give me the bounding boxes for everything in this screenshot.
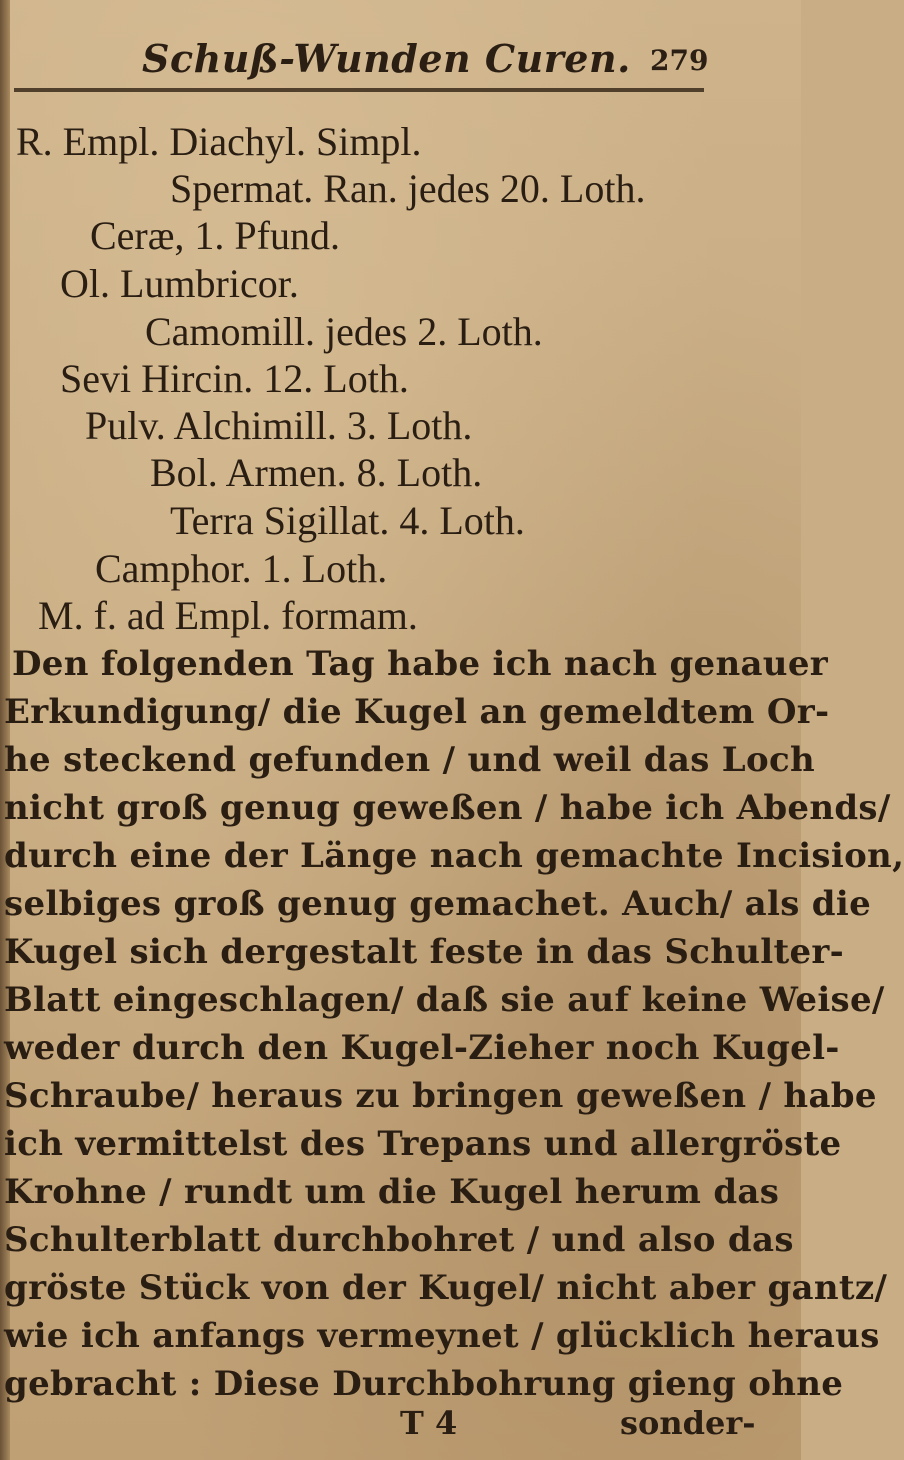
body-line: selbiges groß genug gemachet. Auch/ als die xyxy=(4,884,872,924)
body-line: gebracht : Diese Durchbohrung gieng ohne xyxy=(4,1364,844,1404)
recipe-line: Pulv. Alchimill. 3. Loth. xyxy=(85,403,473,448)
body-line: Erkundigung/ die Kugel an gemeldtem Or- xyxy=(4,692,830,732)
recipe-line: R. Empl. Diachyl. Simpl. xyxy=(16,119,422,164)
body-line: Schulterblatt durchbohret / und also das xyxy=(4,1220,794,1260)
body-line: gröste Stück von der Kugel/ nicht aber gantz/ xyxy=(4,1268,888,1308)
body-line: ich vermittelst des Trepans und allergröste xyxy=(4,1124,842,1164)
recipe-line: M. f. ad Empl. formam. xyxy=(38,593,418,638)
body-line: Kugel sich dergestalt feste in das Schulter- xyxy=(4,932,845,972)
body-line: nicht groß genug geweßen / habe ich Abends/ xyxy=(4,788,891,828)
recipe-line: Spermat. Ran. jedes 20. Loth. xyxy=(170,166,646,211)
body-line: durch eine der Länge nach gemachte Incision, xyxy=(4,836,904,876)
header-rule xyxy=(14,88,704,92)
recipe-line: Sevi Hircin. 12. Loth. xyxy=(60,356,409,401)
body-line: Den folgenden Tag habe ich nach genauer xyxy=(12,644,828,684)
page-number: 279 xyxy=(650,44,709,77)
body-line: he steckend gefunden / und weil das Loch xyxy=(4,740,815,780)
recipe-line: Terra Sigillat. 4. Loth. xyxy=(170,498,525,543)
running-title: Schuß-Wunden Curen. xyxy=(142,36,631,81)
recipe-line: Camphor. 1. Loth. xyxy=(95,546,388,591)
catchword: sonder- xyxy=(620,1404,756,1442)
recipe-line: Ol. Lumbricor. xyxy=(60,261,299,306)
body-line: weder durch den Kugel-Zieher noch Kugel- xyxy=(4,1028,840,1068)
signature-mark: T 4 xyxy=(400,1404,458,1442)
page-header xyxy=(130,28,730,88)
recipe-line: Camomill. jedes 2. Loth. xyxy=(145,309,543,354)
body-line: Schraube/ heraus zu bringen geweßen / habe xyxy=(4,1076,877,1116)
recipe-line: Ceræ, 1. Pfund. xyxy=(90,213,340,258)
body-line: wie ich anfangs vermeynet / glücklich heraus xyxy=(4,1316,880,1356)
body-line: Blatt eingeschlagen/ daß sie auf keine Weise/ xyxy=(4,980,885,1020)
body-line: Krohne / rundt um die Kugel herum das xyxy=(4,1172,780,1212)
recipe-line: Bol. Armen. 8. Loth. xyxy=(150,450,483,495)
